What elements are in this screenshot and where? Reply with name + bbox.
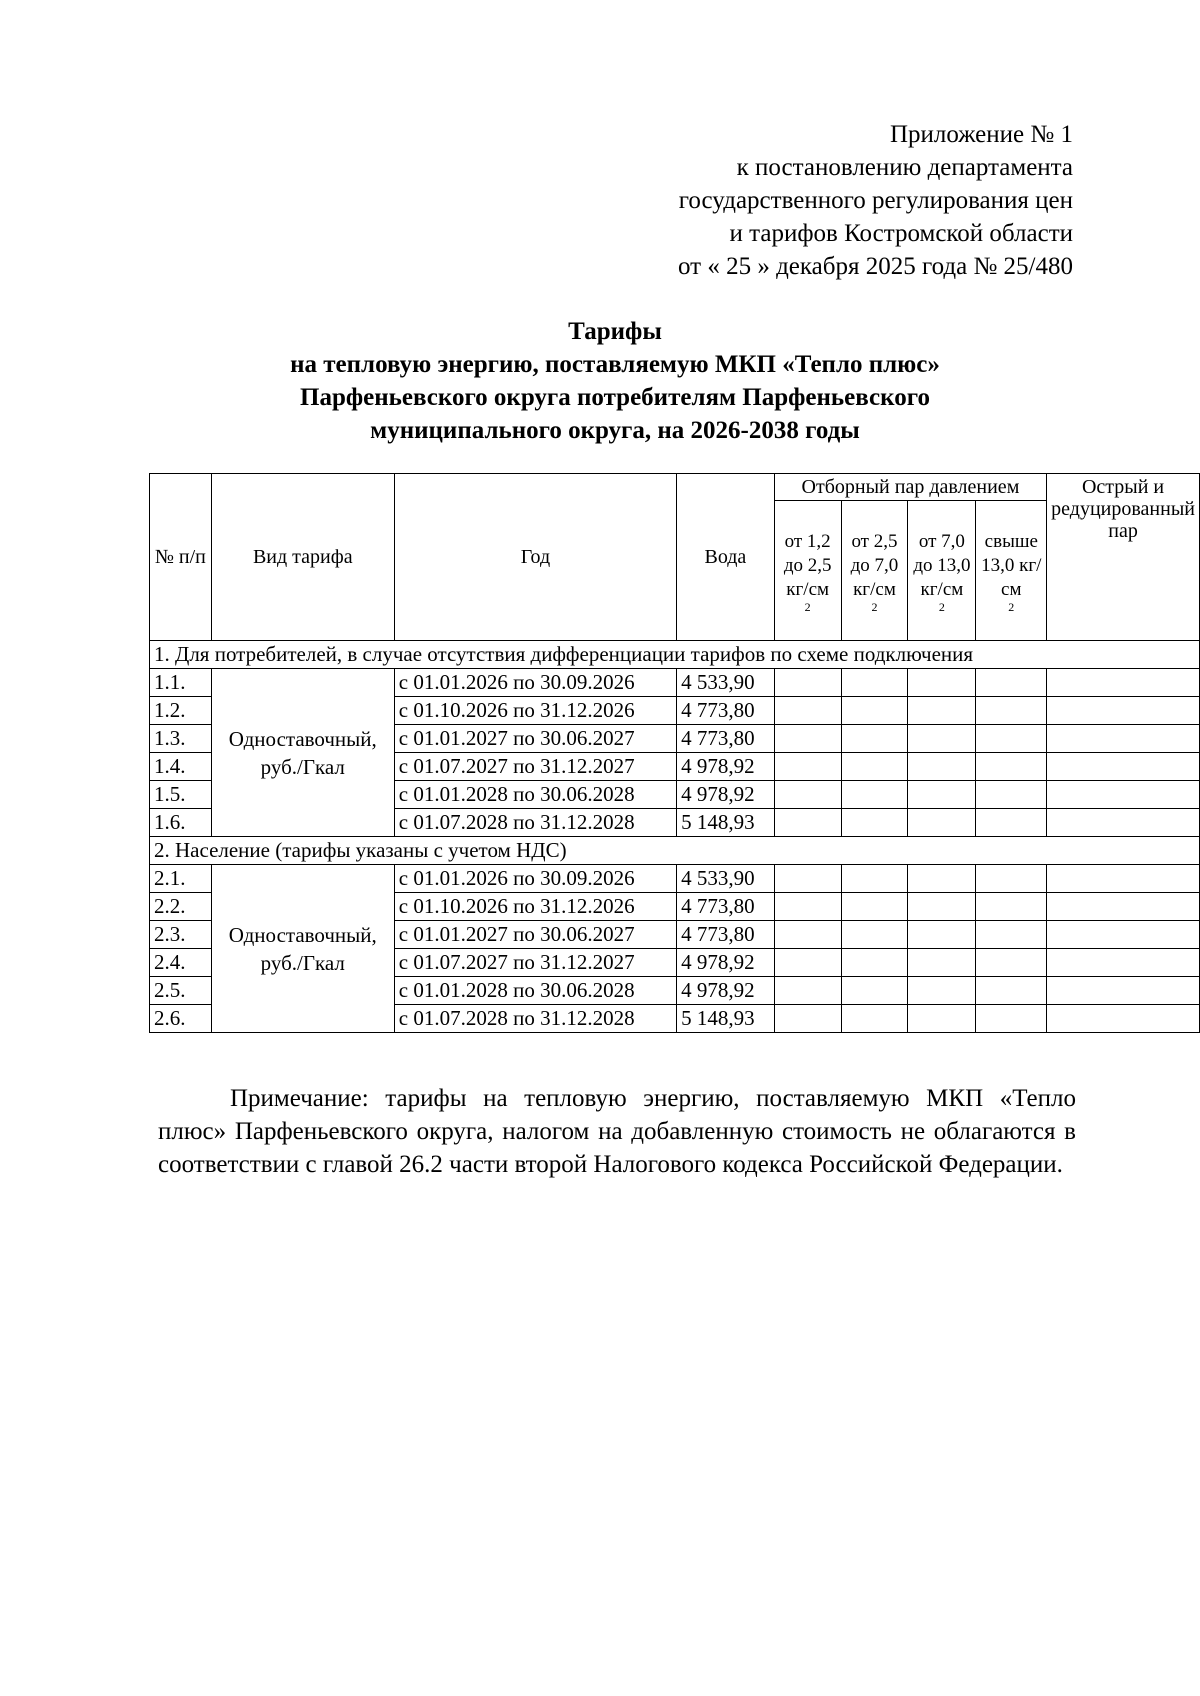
- empty-cell: [976, 669, 1047, 697]
- row-number: 2.3.: [150, 921, 212, 949]
- table-row: [150, 669, 1200, 697]
- empty-cell: [774, 781, 841, 809]
- document-title: [150, 315, 1080, 447]
- empty-cell: [1047, 669, 1200, 697]
- appendix-line: государственного регулирования цен: [678, 187, 1073, 214]
- period-cell: с 01.01.2026 по 30.09.2026: [394, 669, 676, 697]
- row-number: 1.4.: [150, 753, 212, 781]
- empty-cell: [976, 949, 1047, 977]
- row-number: 2.1.: [150, 865, 212, 893]
- empty-cell: [908, 753, 976, 781]
- period-cell: с 01.01.2027 по 30.06.2027: [394, 921, 676, 949]
- superscript: 2: [938, 599, 945, 614]
- superscript: 2: [1008, 599, 1015, 614]
- empty-cell: [774, 1005, 841, 1033]
- header-steam-2: [841, 501, 908, 641]
- section-row: [150, 641, 1200, 669]
- superscript: 2: [871, 599, 878, 614]
- empty-cell: [976, 781, 1047, 809]
- empty-cell: [1047, 893, 1200, 921]
- water-tariff-cell: 4 773,80: [677, 697, 775, 725]
- empty-cell: [841, 977, 908, 1005]
- water-tariff-cell: 4 978,92: [677, 949, 775, 977]
- header-steam-3-text: от 7,0 до 13,0 кг/см: [913, 530, 971, 600]
- empty-cell: [841, 865, 908, 893]
- appendix-line: и тарифов Костромской области: [729, 220, 1073, 247]
- title-line: на тепловую энергию, поставляемую МКП «Тепло плюс»: [290, 351, 940, 378]
- empty-cell: [1047, 809, 1200, 837]
- table-row: [150, 865, 1200, 893]
- empty-cell: [1047, 949, 1200, 977]
- row-number: 1.6.: [150, 809, 212, 837]
- row-number: 1.1.: [150, 669, 212, 697]
- tariff-table: [149, 473, 1200, 1033]
- empty-cell: [774, 865, 841, 893]
- header-sharp-steam: Острый и редуцированный пар: [1047, 474, 1200, 641]
- section-row: [150, 837, 1200, 865]
- superscript: 2: [804, 599, 811, 614]
- header-steam-1-text: от 1,2 до 2,5 кг/см: [783, 530, 832, 600]
- empty-cell: [908, 697, 976, 725]
- empty-cell: [841, 753, 908, 781]
- row-number: 2.6.: [150, 1005, 212, 1033]
- period-cell: с 01.10.2026 по 31.12.2026: [394, 893, 676, 921]
- empty-cell: [774, 809, 841, 837]
- empty-cell: [841, 921, 908, 949]
- period-cell: с 01.07.2028 по 31.12.2028: [394, 1005, 676, 1033]
- empty-cell: [976, 1005, 1047, 1033]
- empty-cell: [976, 725, 1047, 753]
- title-line: муниципального округа, на 2026-2038 годы: [370, 417, 860, 444]
- empty-cell: [841, 697, 908, 725]
- water-tariff-cell: 4 533,90: [677, 669, 775, 697]
- empty-cell: [908, 809, 976, 837]
- empty-cell: [1047, 977, 1200, 1005]
- appendix-line: к постановлению департамента: [736, 154, 1073, 181]
- empty-cell: [976, 921, 1047, 949]
- period-cell: с 01.01.2028 по 30.06.2028: [394, 977, 676, 1005]
- water-tariff-cell: 4 773,80: [677, 921, 775, 949]
- empty-cell: [908, 781, 976, 809]
- header-steam-4-text: свыше 13,0 кг/см: [981, 530, 1042, 600]
- water-tariff-cell: 4 978,92: [677, 781, 775, 809]
- empty-cell: [841, 893, 908, 921]
- empty-cell: [908, 921, 976, 949]
- period-cell: с 01.07.2028 по 31.12.2028: [394, 809, 676, 837]
- empty-cell: [774, 669, 841, 697]
- empty-cell: [774, 921, 841, 949]
- empty-cell: [908, 669, 976, 697]
- empty-cell: [774, 977, 841, 1005]
- header-water: Вода: [677, 474, 775, 641]
- empty-cell: [841, 949, 908, 977]
- row-number: 1.5.: [150, 781, 212, 809]
- period-cell: с 01.07.2027 по 31.12.2027: [394, 949, 676, 977]
- empty-cell: [976, 977, 1047, 1005]
- water-tariff-cell: 5 148,93: [677, 809, 775, 837]
- empty-cell: [976, 865, 1047, 893]
- empty-cell: [774, 949, 841, 977]
- empty-cell: [976, 697, 1047, 725]
- empty-cell: [1047, 865, 1200, 893]
- water-tariff-cell: 4 978,92: [677, 977, 775, 1005]
- row-number: 2.4.: [150, 949, 212, 977]
- tariff-kind: Одноставочный, руб./Гкал: [211, 865, 394, 1033]
- appendix-line: от « 25 » декабря 2025 года № 25/480: [677, 253, 1073, 280]
- title-line: Парфеньевского округа потребителям Парфеньевского: [300, 384, 930, 411]
- water-tariff-cell: 5 148,93: [677, 1005, 775, 1033]
- row-number: 1.3.: [150, 725, 212, 753]
- header-steam-3: [908, 501, 976, 641]
- empty-cell: [908, 865, 976, 893]
- water-tariff-cell: 4 773,80: [677, 893, 775, 921]
- header-steam-2-text: от 2,5 до 7,0 кг/см: [850, 530, 899, 600]
- header-year: Год: [394, 474, 676, 641]
- header-steam-1: [774, 501, 841, 641]
- section-title: 2. Население (тарифы указаны с учетом НДС): [150, 837, 1200, 865]
- header-num: № п/п: [150, 474, 212, 641]
- empty-cell: [841, 669, 908, 697]
- header-steam-group: Отборный пар давлением: [774, 474, 1046, 501]
- empty-cell: [841, 809, 908, 837]
- empty-cell: [976, 893, 1047, 921]
- empty-cell: [1047, 753, 1200, 781]
- empty-cell: [1047, 781, 1200, 809]
- empty-cell: [976, 753, 1047, 781]
- period-cell: с 01.07.2027 по 31.12.2027: [394, 753, 676, 781]
- empty-cell: [1047, 725, 1200, 753]
- row-number: 2.2.: [150, 893, 212, 921]
- empty-cell: [908, 725, 976, 753]
- appendix-line: Приложение № 1: [889, 121, 1073, 148]
- period-cell: с 01.01.2028 по 30.06.2028: [394, 781, 676, 809]
- empty-cell: [1047, 921, 1200, 949]
- period-cell: с 01.10.2026 по 31.12.2026: [394, 697, 676, 725]
- section-title: 1. Для потребителей, в случае отсутствия дифференциации тарифов по схеме подключения: [150, 641, 1200, 669]
- title-line: Тарифы: [568, 318, 662, 345]
- empty-cell: [908, 977, 976, 1005]
- empty-cell: [774, 697, 841, 725]
- water-tariff-cell: 4 978,92: [677, 753, 775, 781]
- row-number: 2.5.: [150, 977, 212, 1005]
- empty-cell: [841, 725, 908, 753]
- empty-cell: [908, 893, 976, 921]
- empty-cell: [774, 753, 841, 781]
- tariff-table-body: [150, 641, 1200, 1033]
- period-cell: с 01.01.2027 по 30.06.2027: [394, 725, 676, 753]
- empty-cell: [841, 1005, 908, 1033]
- empty-cell: [841, 781, 908, 809]
- empty-cell: [908, 949, 976, 977]
- empty-cell: [1047, 697, 1200, 725]
- header-steam-4: [976, 501, 1047, 641]
- water-tariff-cell: 4 533,90: [677, 865, 775, 893]
- empty-cell: [774, 893, 841, 921]
- header-kind: Вид тарифа: [211, 474, 394, 641]
- empty-cell: [1047, 1005, 1200, 1033]
- row-number: 1.2.: [150, 697, 212, 725]
- empty-cell: [976, 809, 1047, 837]
- empty-cell: [908, 1005, 976, 1033]
- note-paragraph: Примечание: тарифы на тепловую энергию, поставляемую МКП «Тепло плюс» Парфеньевского округа, налогом на добавленную стоимость не облагаются в соответствии с главой 26.2 части второй Налогового кодекса Российской Федерации.: [158, 1085, 1076, 1178]
- tariff-kind: Одноставочный, руб./Гкал: [211, 669, 394, 837]
- appendix-header: [553, 118, 1073, 283]
- period-cell: с 01.01.2026 по 30.09.2026: [394, 865, 676, 893]
- water-tariff-cell: 4 773,80: [677, 725, 775, 753]
- empty-cell: [774, 725, 841, 753]
